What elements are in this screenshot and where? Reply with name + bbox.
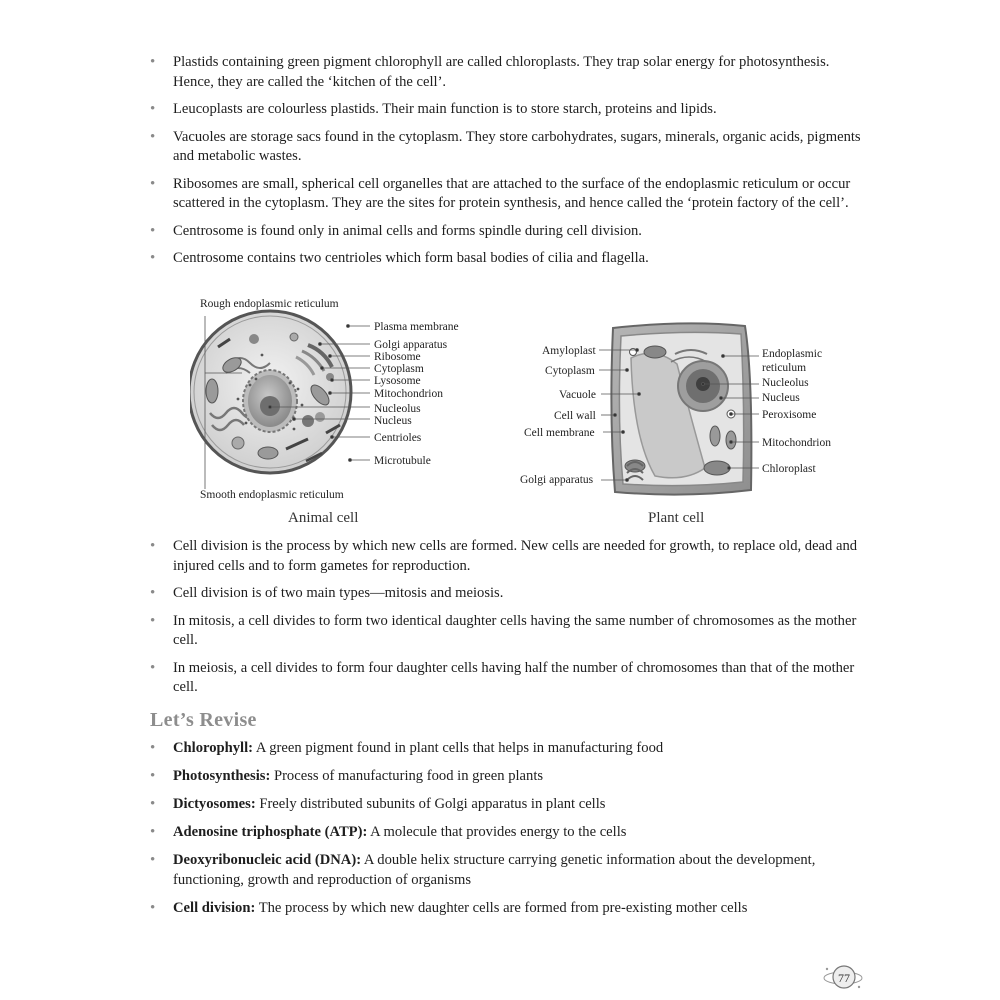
bullet-cell-division: • Cell division is the process by which new cells are formed. New cells are needed for growth, to replace old, dead and injured cells and to form gametes for reproduction. xyxy=(150,537,865,576)
label-cell-wall: Cell wall xyxy=(554,410,596,422)
revise-list xyxy=(150,739,865,927)
bullet-mitosis: • In mitosis, a cell divides to form two identical daughter cells having the same number of chromosomes as the mother cell. xyxy=(150,612,865,651)
plant-cell-diagram xyxy=(515,318,845,530)
revise-definition: Freely distributed subunits of Golgi apparatus in plant cells xyxy=(255,796,606,812)
label-plasma-membrane: Plasma membrane xyxy=(374,321,459,333)
revise-item-atp xyxy=(150,823,865,843)
revise-definition: A double helix structure carrying genetic information about the development, functioning, growth and reproduction of organisms xyxy=(173,852,816,888)
cell-organelle-notes xyxy=(150,53,865,277)
revise-definition: A green pigment found in plant cells that helps in manufacturing food xyxy=(253,740,664,756)
revise-definition: Process of manufacturing food in green plants xyxy=(270,768,544,784)
label-golgi-apparatus: Golgi apparatus xyxy=(374,339,448,351)
revise-item-cell-division xyxy=(150,899,865,919)
lets-revise-heading: Let’s Revise xyxy=(150,709,257,731)
animal-cell-diagram xyxy=(190,293,480,530)
caption-animal-cell: Animal cell xyxy=(288,510,359,526)
revise-term: Dictyosomes: xyxy=(173,796,256,812)
bullet-ribosomes: • Ribosomes are small, spherical cell organelles that are attached to the surface of the endoplasmic reticulum or occur scattered in the cytoplasm. They are the sites for protein synthesis, and hence called the ‘protein factory of the cell’. xyxy=(150,175,865,214)
page-number-badge xyxy=(823,963,863,991)
bullet-chloroplasts: • Plastids containing green pigment chlorophyll are called chloroplasts. They trap solar energy for photosynthesis. Hence, they are called the ‘kitchen of the cell’. xyxy=(150,53,865,92)
label-vacuole: Vacuole xyxy=(559,389,597,401)
cell-division-notes xyxy=(150,537,865,706)
label-mitochondrion: Mitochondrion xyxy=(374,388,443,400)
revise-term: Adenosine triphosphate (ATP): xyxy=(173,824,368,840)
label-cell-membrane: Cell membrane xyxy=(524,427,595,439)
revise-item-photosynthesis xyxy=(150,767,865,787)
label-lysosome: Lysosome xyxy=(374,375,421,387)
revise-item-dictyosomes xyxy=(150,795,865,815)
label-ribosome: Ribosome xyxy=(374,351,421,363)
bullet-meiosis: • In meiosis, a cell divides to form four daughter cells having half the number of chromosomes than that of the mother cell. xyxy=(150,659,865,698)
page-number: 77 xyxy=(838,971,850,985)
label-er-line1: Endoplasmic xyxy=(762,348,823,360)
revise-item-dna xyxy=(150,851,865,890)
revise-term: Photosynthesis: xyxy=(173,768,271,784)
revise-term: Cell division: xyxy=(173,899,256,916)
revise-item-chlorophyll xyxy=(150,739,865,759)
label-plant-nucleolus: Nucleolus xyxy=(762,377,809,389)
caption-plant-cell: Plant cell xyxy=(648,510,705,526)
revise-definition: The process by which new daughter cells are formed from pre-existing mother cells xyxy=(255,899,748,916)
label-nucleolus: Nucleolus xyxy=(374,403,421,415)
label-cytoplasm: Cytoplasm xyxy=(374,363,424,375)
revise-term: Chlorophyll: xyxy=(173,740,254,756)
label-plant-golgi: Golgi apparatus xyxy=(520,474,594,486)
bullet-centrioles: • Centrosome contains two centrioles which form basal bodies of cilia and flagella. xyxy=(150,249,865,269)
label-microtubule: Microtubule xyxy=(374,455,431,467)
revise-term: Deoxyribonucleic acid (DNA): xyxy=(173,852,362,868)
revise-definition: A molecule that provides energy to the cells xyxy=(367,824,627,840)
label-amyloplast: Amyloplast xyxy=(542,345,596,357)
label-chloroplast: Chloroplast xyxy=(762,463,816,475)
label-centrioles: Centrioles xyxy=(374,432,422,444)
bullet-centrosome: • Centrosome is found only in animal cells and forms spindle during cell division. xyxy=(150,222,865,242)
bullet-division-types: • Cell division is of two main types—mitosis and meiosis. xyxy=(150,584,865,604)
label-peroxisome: Peroxisome xyxy=(762,409,817,421)
label-rough-er: Rough endoplasmic reticulum xyxy=(200,298,339,310)
bullet-vacuoles: • Vacuoles are storage sacs found in the cytoplasm. They store carbohydrates, sugars, minerals, organic acids, pigments and metabolic wastes. xyxy=(150,128,865,167)
label-plant-cytoplasm: Cytoplasm xyxy=(545,365,595,377)
label-nucleus: Nucleus xyxy=(374,415,412,427)
label-er-line2: reticulum xyxy=(762,362,807,374)
label-smooth-er: Smooth endoplasmic reticulum xyxy=(200,489,344,501)
label-plant-nucleus: Nucleus xyxy=(762,392,800,404)
bullet-leucoplasts: • Leucoplasts are colourless plastids. Their main function is to store starch, proteins and lipids. xyxy=(150,100,865,120)
label-plant-mitochondrion: Mitochondrion xyxy=(762,437,831,449)
